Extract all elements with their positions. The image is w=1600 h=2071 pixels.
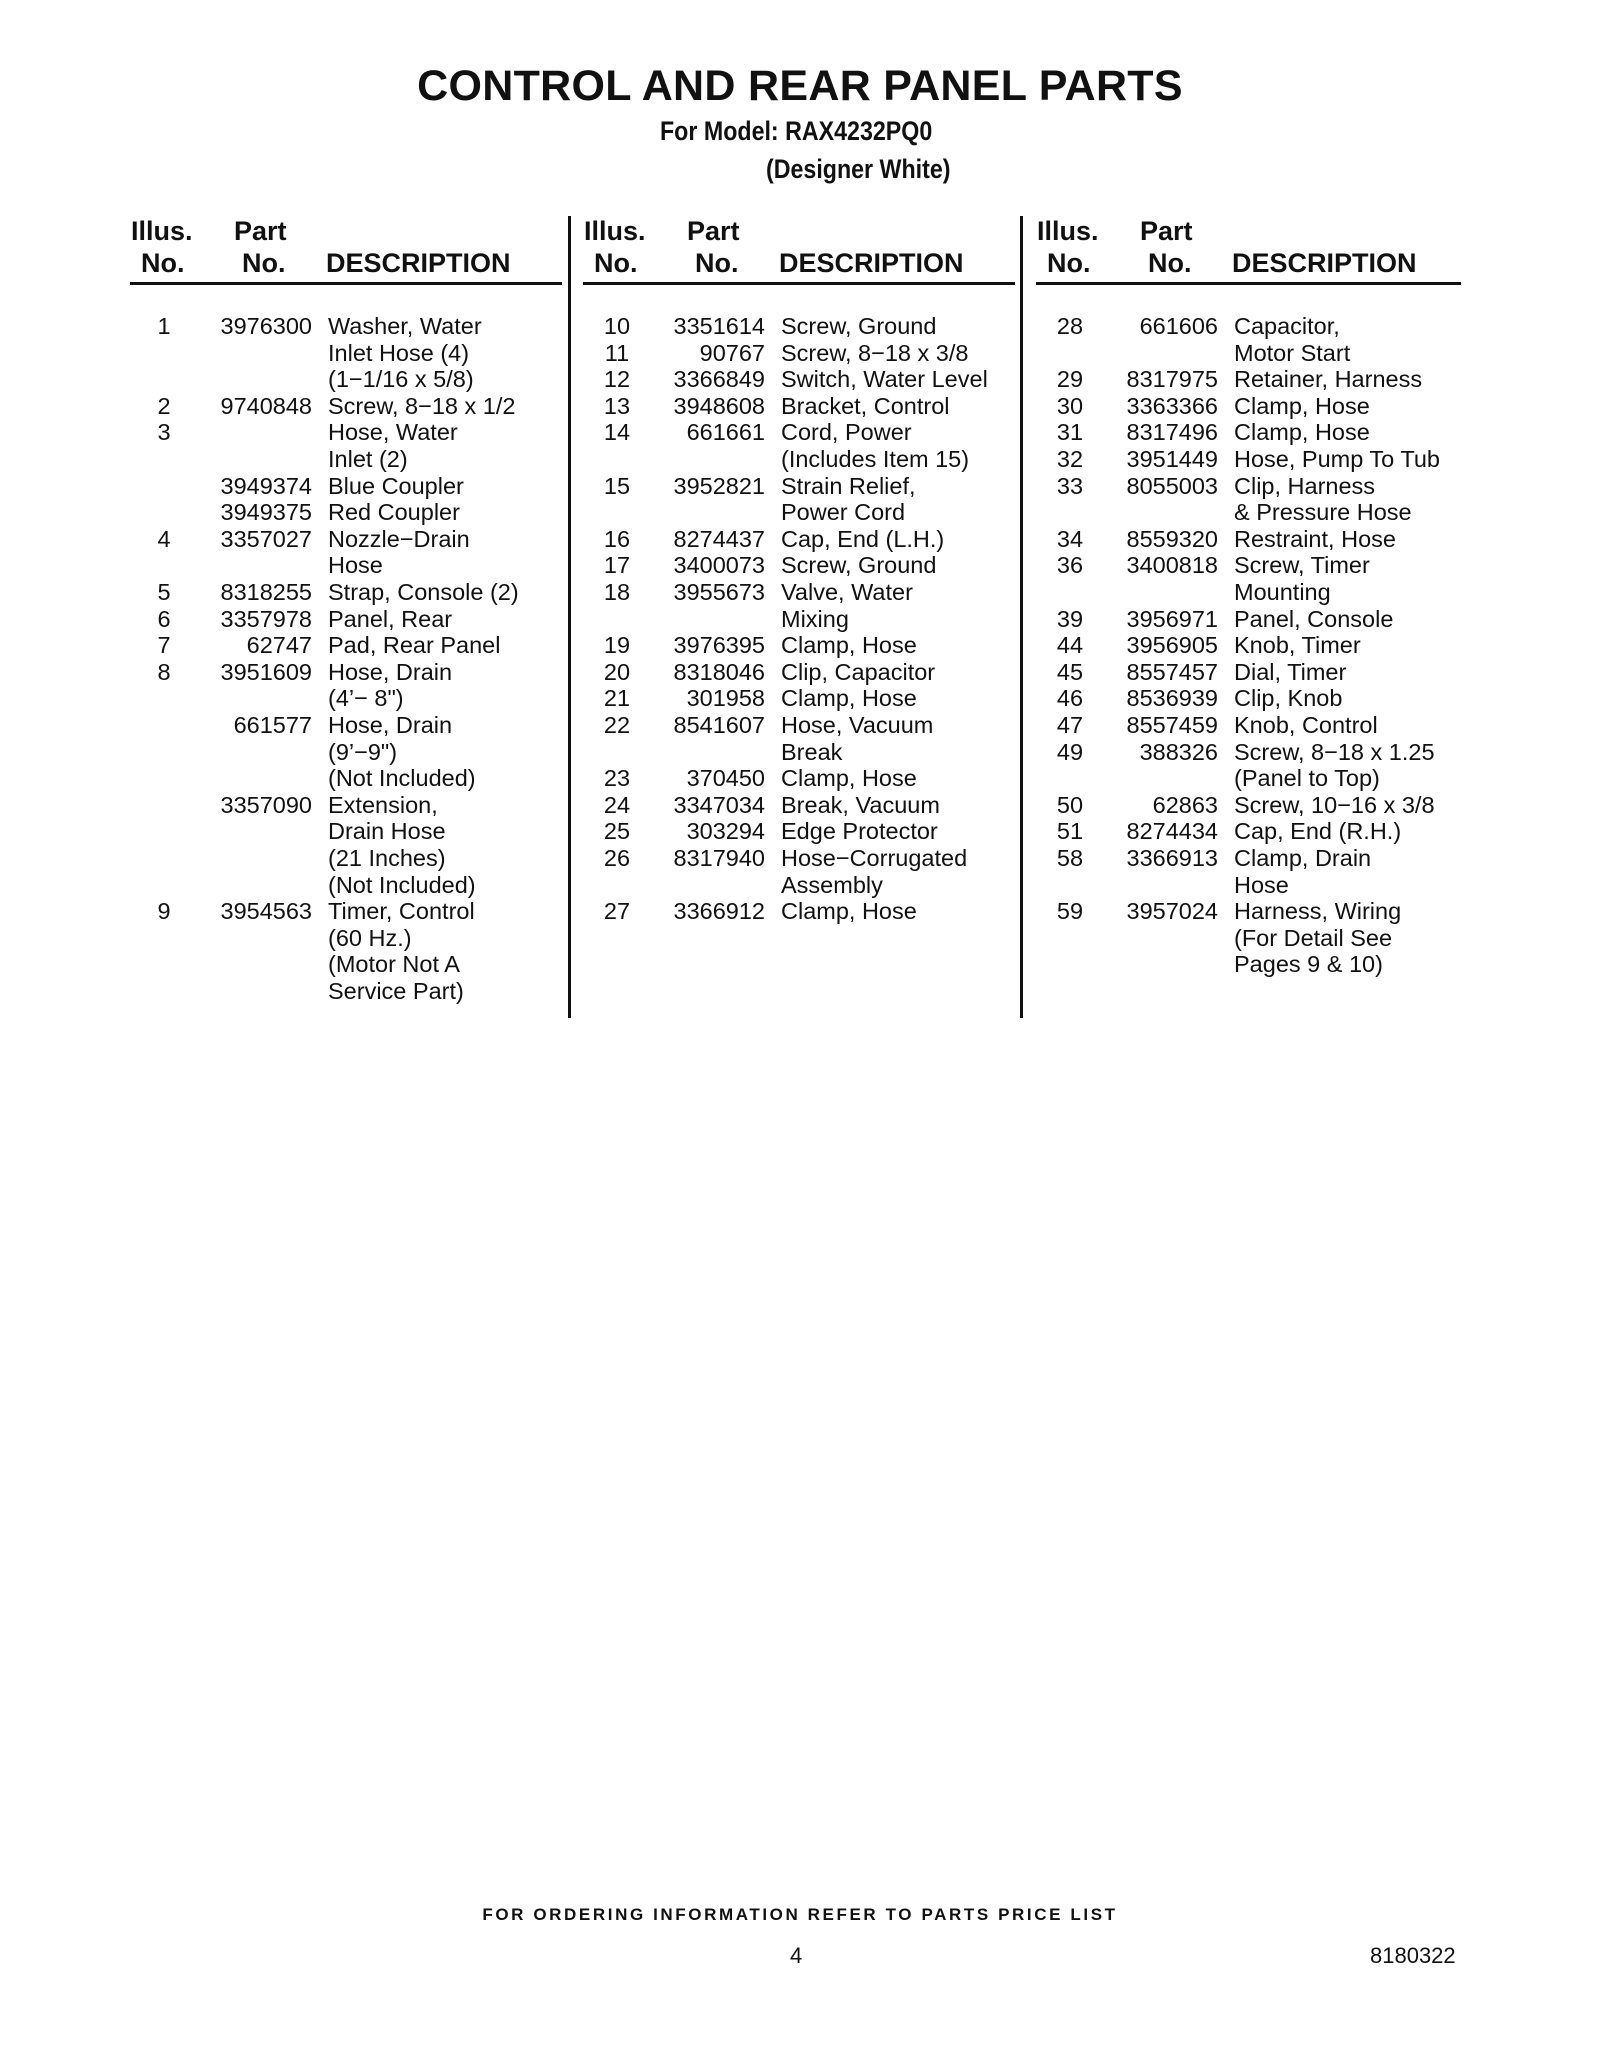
part-number: 62747 — [246, 632, 312, 659]
table-row — [597, 632, 1017, 659]
table-row — [144, 925, 564, 952]
part-description: Clip, Capacitor — [781, 658, 936, 685]
illus-number: 47 — [1056, 712, 1084, 738]
table-row — [1050, 712, 1470, 739]
part-description: Extension, — [328, 791, 438, 818]
column-header-1 — [130, 216, 562, 285]
illus-number: 2 — [157, 392, 171, 419]
part-number: 9740848 — [220, 392, 312, 419]
table-row — [144, 818, 564, 845]
table-row — [144, 659, 564, 686]
part-number: 90767 — [699, 339, 765, 366]
illus-number: 3 — [157, 419, 171, 446]
part-number: 3366849 — [673, 366, 765, 393]
part-number: 3948608 — [673, 392, 765, 419]
table-row — [1050, 632, 1470, 659]
part-number: 3956905 — [1126, 632, 1218, 659]
table-row — [597, 872, 1017, 899]
part-description: (Panel to Top) — [1234, 765, 1380, 792]
illus-number: 13 — [603, 392, 631, 419]
part-description: Cap, End (L.H.) — [781, 525, 945, 552]
table-row — [1050, 526, 1470, 553]
table-row — [597, 765, 1017, 792]
part-description: & Pressure Hose — [1234, 499, 1412, 526]
part-description: Mixing — [781, 605, 849, 632]
part-header-line2: No. — [242, 248, 286, 278]
table-row — [1050, 419, 1470, 446]
illus-number: 6 — [157, 605, 171, 632]
part-description: Valve, Water — [781, 579, 913, 605]
table-row — [1050, 499, 1470, 526]
part-number: 388326 — [1139, 738, 1218, 765]
table-row — [597, 792, 1017, 819]
part-number: 3347034 — [673, 791, 765, 818]
part-description: Clamp, Drain — [1234, 845, 1372, 871]
part-number: 8317496 — [1126, 419, 1218, 446]
part-description: Screw, Ground — [781, 552, 937, 579]
part-description: Clamp, Hose — [781, 898, 917, 925]
part-number: 8274437 — [673, 525, 765, 552]
part-description: Strain Relief, — [781, 472, 916, 499]
illus-number: 49 — [1056, 738, 1084, 765]
part-number: 3366912 — [673, 898, 765, 925]
part-number: 8541607 — [673, 712, 765, 738]
part-description: Screw, Timer — [1234, 552, 1370, 579]
part-description: Pages 9 & 10) — [1234, 951, 1383, 978]
table-row — [1050, 951, 1470, 978]
ordering-note: FOR ORDERING INFORMATION REFER TO PARTS PRICE LIST — [482, 1905, 1118, 1924]
table-row — [1050, 739, 1470, 766]
illus-number: 44 — [1056, 632, 1084, 659]
illus-number: 19 — [603, 632, 631, 659]
illus-header-line2: No. — [141, 248, 185, 278]
illus-number: 36 — [1056, 552, 1084, 579]
part-description: Knob, Timer — [1234, 632, 1361, 659]
table-row — [144, 978, 564, 1005]
illus-number: 26 — [603, 845, 631, 871]
part-number: 3952821 — [673, 472, 765, 499]
part-number: 3949374 — [220, 472, 312, 499]
illus-number: 23 — [603, 765, 631, 792]
part-description: Inlet Hose (4) — [328, 339, 470, 366]
part-number: 3357978 — [220, 605, 312, 632]
description-header: DESCRIPTION — [1232, 248, 1417, 278]
illus-number: 14 — [603, 419, 631, 446]
column-divider-1 — [568, 216, 571, 1018]
illus-number: 15 — [603, 472, 631, 499]
table-row — [1050, 393, 1470, 420]
table-row — [1050, 898, 1470, 925]
part-description: Nozzle−Drain — [328, 525, 470, 552]
illus-number: 21 — [603, 685, 631, 712]
illus-header-line1: Illus. — [584, 216, 646, 246]
table-row — [1050, 446, 1470, 473]
part-description: Capacitor, — [1234, 313, 1340, 339]
table-row — [144, 499, 564, 526]
illus-number: 10 — [603, 313, 631, 339]
part-description: Clip, Harness — [1234, 472, 1376, 499]
part-description: (60 Hz.) — [328, 924, 412, 951]
part-description: Hose, Drain — [328, 712, 453, 738]
table-row — [1050, 872, 1470, 899]
part-number: 8557457 — [1126, 658, 1218, 685]
table-row — [144, 845, 564, 872]
part-description: Hose, Water — [328, 419, 458, 446]
part-description: Edge Protector — [781, 818, 938, 845]
illus-number: 25 — [603, 818, 631, 845]
table-row — [144, 606, 564, 633]
table-row — [144, 419, 564, 446]
table-row — [597, 340, 1017, 367]
illus-number: 59 — [1056, 898, 1084, 925]
part-description: Harness, Wiring — [1234, 898, 1402, 925]
part-description: Timer, Control — [328, 898, 475, 925]
part-description: (4’− 8") — [328, 685, 404, 712]
illus-number: 24 — [603, 791, 631, 818]
part-description: Hose — [1234, 871, 1289, 898]
part-description: Screw, Ground — [781, 313, 937, 339]
table-row — [1050, 659, 1470, 686]
table-row — [597, 818, 1017, 845]
page-number: 4 — [790, 1943, 803, 1968]
table-row — [1050, 925, 1470, 952]
table-row — [597, 499, 1017, 526]
part-number: 3976395 — [673, 632, 765, 659]
part-description: (9’−9") — [328, 738, 398, 765]
part-number: 3954563 — [220, 898, 312, 925]
illus-number: 45 — [1056, 658, 1084, 685]
part-description: Motor Start — [1234, 339, 1351, 366]
part-description: Drain Hose — [328, 818, 446, 845]
part-number: 8318046 — [673, 658, 765, 685]
part-description: Panel, Rear — [328, 605, 453, 632]
part-description: Assembly — [781, 871, 883, 898]
table-row — [597, 739, 1017, 766]
illus-number: 9 — [157, 898, 171, 925]
illus-number: 1 — [157, 313, 171, 339]
part-number: 3400818 — [1126, 552, 1218, 579]
illus-number: 28 — [1056, 313, 1084, 339]
table-row — [1050, 685, 1470, 712]
illus-number: 46 — [1056, 685, 1084, 712]
part-description: Clamp, Hose — [1234, 392, 1370, 419]
part-number: 8559320 — [1126, 525, 1218, 552]
illus-number: 50 — [1056, 791, 1084, 818]
part-number: 3351614 — [673, 313, 765, 339]
part-number: 8055003 — [1126, 472, 1218, 499]
description-header: DESCRIPTION — [326, 248, 511, 278]
part-description: Washer, Water — [328, 313, 482, 339]
part-header-line1: Part — [687, 216, 740, 246]
illus-header-line1: Illus. — [131, 216, 193, 246]
table-row — [597, 579, 1017, 606]
part-number: 8274434 — [1126, 818, 1218, 845]
illus-number: 32 — [1056, 446, 1084, 472]
table-row — [597, 659, 1017, 686]
part-number: 661577 — [233, 712, 312, 738]
table-row — [144, 951, 564, 978]
part-description: Restraint, Hose — [1234, 525, 1396, 552]
table-row — [597, 313, 1017, 340]
part-description: Hose, Vacuum — [781, 712, 934, 738]
table-row — [144, 632, 564, 659]
part-description: Hose−Corrugated — [781, 845, 968, 871]
illus-number: 17 — [603, 552, 631, 579]
part-description: Hose — [328, 552, 383, 579]
part-description: Screw, 10−16 x 3/8 — [1234, 791, 1435, 818]
table-row — [144, 313, 564, 340]
part-description: Screw, 8−18 x 1.25 — [1234, 738, 1435, 765]
table-row — [1050, 340, 1470, 367]
table-row — [597, 526, 1017, 553]
part-description: (21 Inches) — [328, 845, 446, 871]
illus-number: 27 — [603, 898, 631, 925]
illus-number: 18 — [603, 579, 631, 605]
table-row — [144, 765, 564, 792]
part-description: Cap, End (R.H.) — [1234, 818, 1402, 845]
part-number: 3956971 — [1126, 605, 1218, 632]
part-description: Clamp, Hose — [781, 685, 917, 712]
part-number: 303294 — [686, 818, 765, 845]
part-description: Knob, Control — [1234, 712, 1378, 738]
document-number: 8180322 — [1370, 1943, 1456, 1968]
part-description: (Motor Not A — [328, 951, 460, 978]
table-row — [597, 845, 1017, 872]
part-number: 3951609 — [220, 658, 312, 685]
part-number: 8317975 — [1126, 366, 1218, 393]
table-row — [144, 340, 564, 367]
table-row — [597, 552, 1017, 579]
table-row — [597, 898, 1017, 925]
column-header-3 — [1036, 216, 1461, 285]
part-description: Hose, Pump To Tub — [1234, 446, 1440, 472]
part-number: 661661 — [686, 419, 765, 446]
part-description: Strap, Console (2) — [328, 579, 519, 605]
part-number: 301958 — [686, 685, 765, 712]
table-row — [1050, 473, 1470, 500]
table-row — [144, 739, 564, 766]
part-description: Screw, 8−18 x 3/8 — [781, 339, 969, 366]
part-description: Clamp, Hose — [781, 765, 917, 792]
part-description: Switch, Water Level — [781, 366, 988, 393]
table-row — [1050, 818, 1470, 845]
part-description: Red Coupler — [328, 499, 460, 526]
description-header: DESCRIPTION — [779, 248, 964, 278]
part-number: 3363366 — [1126, 392, 1218, 419]
table-row — [597, 712, 1017, 739]
table-row — [1050, 552, 1470, 579]
part-description: Cord, Power — [781, 419, 912, 446]
part-number: 3400073 — [673, 552, 765, 579]
model-line: For Model: RAX4232PQ0 — [660, 116, 933, 146]
illus-number: 51 — [1056, 818, 1084, 845]
part-description: Hose, Drain — [328, 658, 453, 685]
column-header-2 — [583, 216, 1015, 285]
part-number: 8536939 — [1126, 685, 1218, 712]
part-number: 3951449 — [1126, 446, 1218, 472]
illus-number: 11 — [604, 339, 630, 366]
illus-number: 16 — [603, 525, 631, 552]
illus-number: 7 — [157, 632, 171, 659]
part-description: Inlet (2) — [328, 446, 408, 472]
color-line: (Designer White) — [766, 154, 951, 184]
part-header-line1: Part — [1140, 216, 1193, 246]
part-description: (Not Included) — [328, 871, 476, 898]
part-description: Screw, 8−18 x 1/2 — [328, 392, 516, 419]
part-description: Pad, Rear Panel — [328, 632, 501, 659]
part-description: Clip, Knob — [1234, 685, 1343, 712]
part-number: 8317940 — [673, 845, 765, 871]
illus-number: 39 — [1056, 605, 1084, 632]
part-number: 8557459 — [1126, 712, 1218, 738]
part-description: Break — [781, 738, 843, 765]
part-description: Clamp, Hose — [781, 632, 917, 659]
part-number: 3366913 — [1126, 845, 1218, 871]
table-row — [1050, 765, 1470, 792]
part-description: Dial, Timer — [1234, 658, 1347, 685]
table-row — [144, 446, 564, 473]
part-number: 3976300 — [220, 313, 312, 339]
table-row — [144, 473, 564, 500]
table-row — [597, 606, 1017, 633]
column-divider-2 — [1020, 216, 1023, 1018]
table-row — [144, 526, 564, 553]
table-row — [597, 685, 1017, 712]
table-row — [144, 685, 564, 712]
part-description: Bracket, Control — [781, 392, 950, 419]
part-description: Power Cord — [781, 499, 906, 526]
table-row — [144, 366, 564, 393]
illus-header-line2: No. — [594, 248, 638, 278]
part-description: (Not Included) — [328, 765, 476, 792]
part-header-line2: No. — [695, 248, 739, 278]
part-number: 62863 — [1152, 791, 1218, 818]
part-description: Break, Vacuum — [781, 791, 940, 818]
part-number: 370450 — [686, 765, 765, 792]
part-header-line1: Part — [234, 216, 287, 246]
table-row — [1050, 606, 1470, 633]
part-number: 8318255 — [220, 579, 312, 605]
table-row — [1050, 845, 1470, 872]
illus-number: 34 — [1056, 525, 1084, 552]
table-row — [597, 446, 1017, 473]
illus-number: 22 — [603, 712, 631, 738]
table-row — [144, 872, 564, 899]
table-row — [597, 473, 1017, 500]
part-header-line2: No. — [1148, 248, 1192, 278]
illus-number: 58 — [1056, 845, 1084, 871]
part-description: Clamp, Hose — [1234, 419, 1370, 446]
illus-number: 8 — [157, 658, 171, 685]
table-row — [144, 393, 564, 420]
part-description: Panel, Console — [1234, 605, 1394, 632]
part-description: Mounting — [1234, 579, 1331, 605]
part-number: 3357090 — [220, 791, 312, 818]
part-description: (For Detail See — [1234, 924, 1393, 951]
part-description: (Includes Item 15) — [781, 446, 970, 472]
illus-header-line1: Illus. — [1037, 216, 1099, 246]
part-description: Service Part) — [328, 978, 464, 1004]
table-row — [144, 552, 564, 579]
table-row — [1050, 366, 1470, 393]
table-row — [1050, 579, 1470, 606]
illus-number: 20 — [603, 658, 631, 685]
table-row — [1050, 792, 1470, 819]
illus-number: 31 — [1056, 419, 1084, 446]
table-row — [144, 898, 564, 925]
illus-number: 29 — [1056, 366, 1084, 393]
table-row — [597, 393, 1017, 420]
part-number: 3955673 — [673, 579, 765, 605]
illus-header-line2: No. — [1047, 248, 1091, 278]
part-number: 3949375 — [220, 499, 312, 526]
part-description: Retainer, Harness — [1234, 366, 1423, 393]
illus-number: 12 — [603, 366, 631, 393]
part-number: 661606 — [1139, 313, 1218, 339]
table-row — [144, 792, 564, 819]
part-number: 3957024 — [1126, 898, 1218, 925]
illus-number: 5 — [157, 579, 171, 605]
table-row — [144, 712, 564, 739]
table-row — [1050, 313, 1470, 340]
part-number: 3357027 — [220, 525, 312, 552]
illus-number: 30 — [1056, 392, 1084, 419]
illus-number: 4 — [157, 525, 171, 552]
table-row — [597, 419, 1017, 446]
page-title: CONTROL AND REAR PANEL PARTS — [417, 62, 1183, 110]
table-row — [597, 366, 1017, 393]
table-row — [144, 579, 564, 606]
part-description: (1−1/16 x 5/8) — [328, 366, 474, 393]
part-description: Blue Coupler — [328, 472, 464, 499]
illus-number: 33 — [1056, 472, 1084, 499]
